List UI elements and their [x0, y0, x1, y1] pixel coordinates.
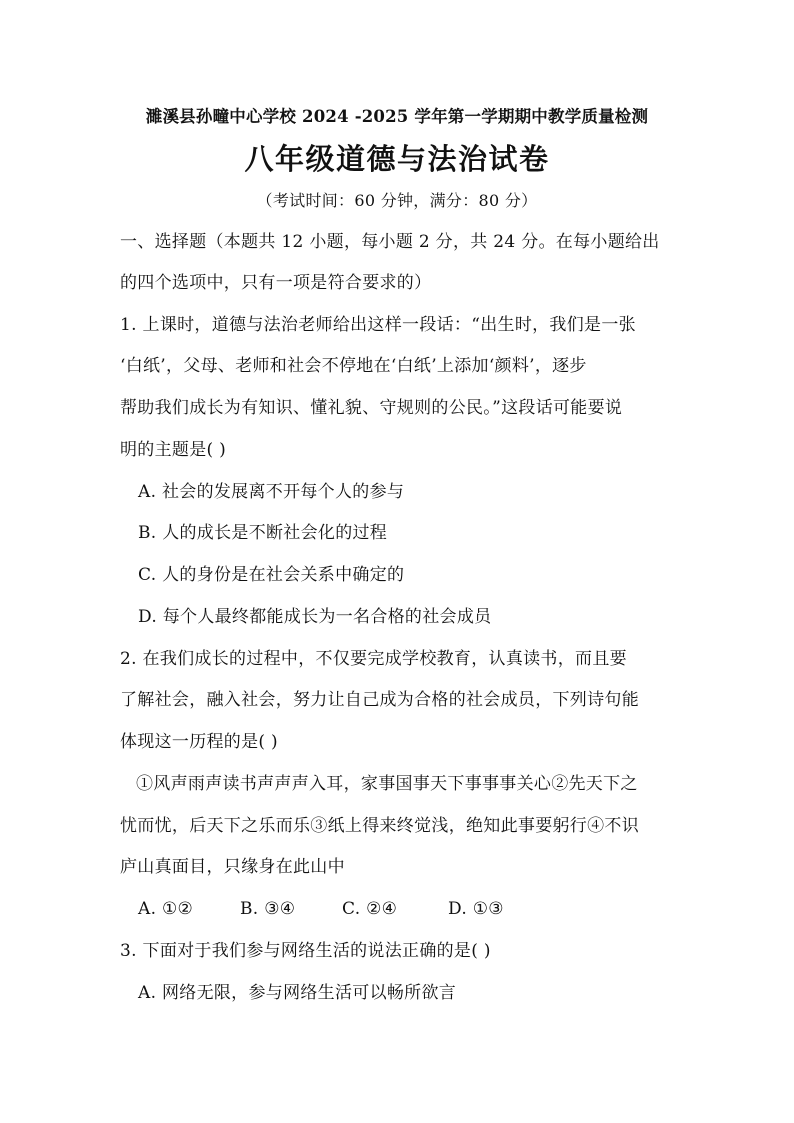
q2-poem-line-1: ①风声雨声读书声声声入耳，家事国事天下事事事关心②先天下之 [136, 774, 638, 794]
q3-option-a: A. 网络无限，参与网络生活可以畅所欲言 [138, 983, 457, 1003]
q1-option-d: D. 每个人最终都能成长为一名合格的社会成员 [138, 607, 492, 627]
q2-option-b: B. ③④ [240, 899, 296, 919]
q2-stem-line-1: 2. 在我们成长的过程中，不仅要完成学校教育，认真读书，而且要 [120, 649, 627, 669]
q1-option-a: A. 社会的发展离不开每个人的参与 [138, 482, 405, 502]
q1-stem-line-2: ‘白纸’，父母、老师和社会不停地在‘白纸’上添加‘颜料’，逐步 [120, 356, 587, 376]
q1-stem-line-1: 1. 上课时，道德与法治老师给出这样一段话：“出生时，我们是一张 [120, 315, 636, 335]
q1-stem-line-4: 明的主题是( ) [120, 440, 227, 460]
school-exam-line: 濉溪县孙疃中心学校 2024 -2025 学年第一学期期中教学质量检测 [145, 107, 649, 126]
q1-option-b: B. 人的成长是不断社会化的过程 [138, 523, 388, 543]
q2-stem-line-3: 体现这一历程的是( ) [120, 732, 278, 752]
q2-option-a: A. ①② [138, 899, 194, 919]
section-heading-line-2: 的四个选项中，只有一项是符合要求的） [120, 273, 432, 293]
q2-poem-line-2: 忧而忧，后天下之乐而乐③纸上得来终觉浅，绝知此事要躬行④不识 [120, 816, 639, 836]
exam-title: 八年级道德与法治试卷 [244, 142, 550, 176]
exam-info: （考试时间：60 分钟，满分：80 分） [256, 191, 538, 210]
section-heading-line-1: 一、选择题（本题共 12 小题，每小题 2 分，共 24 分。在每小题给出 [120, 232, 660, 252]
q1-option-c: C. 人的身份是在社会关系中确定的 [138, 565, 405, 585]
q1-stem-line-3: 帮助我们成长为有知识、懂礼貌、守规则的公民。”这段话可能要说 [120, 398, 623, 418]
q2-option-d: D. ①③ [448, 899, 504, 919]
q2-option-c: C. ②④ [342, 899, 398, 919]
q2-poem-line-3: 庐山真面目，只缘身在此山中 [120, 857, 345, 877]
q3-stem-line-1: 3. 下面对于我们参与网络生活的说法正确的是( ) [120, 941, 491, 961]
q2-options-row [138, 898, 504, 920]
q2-stem-line-2: 了解社会，融入社会，努力让自己成为合格的社会成员，下列诗句能 [120, 690, 639, 710]
